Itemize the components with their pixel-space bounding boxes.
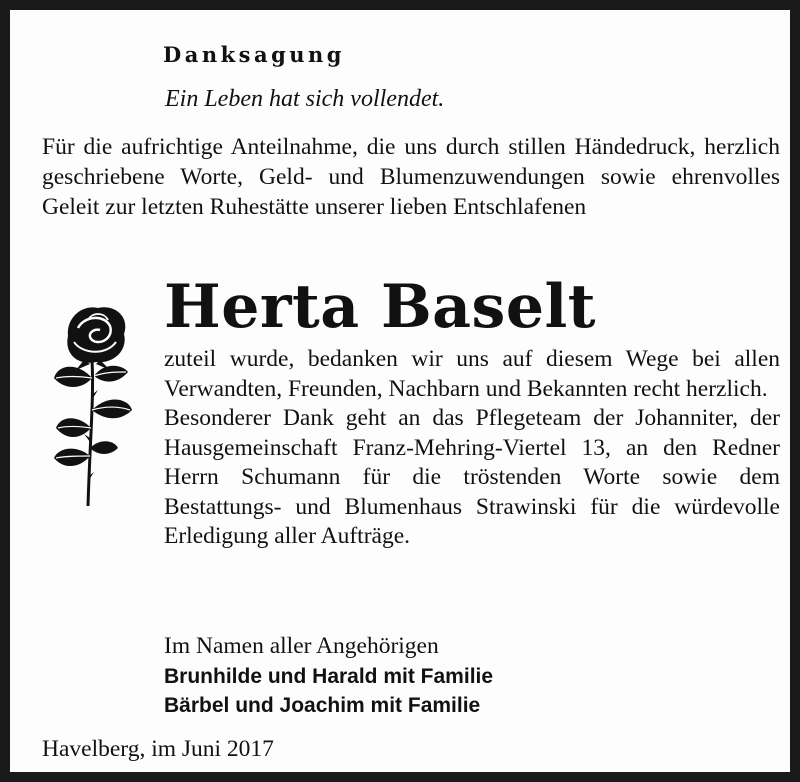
notice-page — [20, 20, 800, 782]
family-name: Brunhilde und Harald mit Familie — [164, 664, 494, 688]
notice-title: Danksagung — [163, 42, 345, 67]
body-paragraph: zuteil wurde, bedanken wir uns auf diesem Wege bei allen Verwandten, Freunden, Nachbarn und Bekannten recht herzlich. — [164, 346, 780, 402]
notice-subtitle: Ein Leben hat sich vollendet. — [165, 86, 445, 112]
rose-icon — [48, 298, 136, 508]
signature-intro: Im Namen aller Angehörigen — [164, 633, 439, 659]
signature-block — [164, 632, 493, 721]
place-and-date: Havelberg, im Juni 2017 — [42, 736, 274, 762]
body-paragraph: Besonderer Dank geht an das Pflegeteam der Johanniter, der Hausgemeinschaft Franz-Mehring-Viertel 13, an den Redner Herrn Schumann für die tröstenden Worte sowie dem Bestattungs- und Blumenhaus Strawinski für die würdevolle Erledigung aller Aufträge. — [164, 405, 780, 549]
deceased-name: Herta Baselt — [164, 272, 597, 342]
family-name: Bärbel und Joachim mit Familie — [164, 694, 481, 717]
body-text — [164, 345, 780, 552]
intro-paragraph: Für die aufrichtige Anteilnahme, die uns durch stillen Händedruck, herzlich geschriebene Worte, Geld- und Blumenzuwendungen sowie ehrenvolles Geleit zur letzten Ruhestätte unserer lieben Entschlafenen — [42, 134, 780, 220]
